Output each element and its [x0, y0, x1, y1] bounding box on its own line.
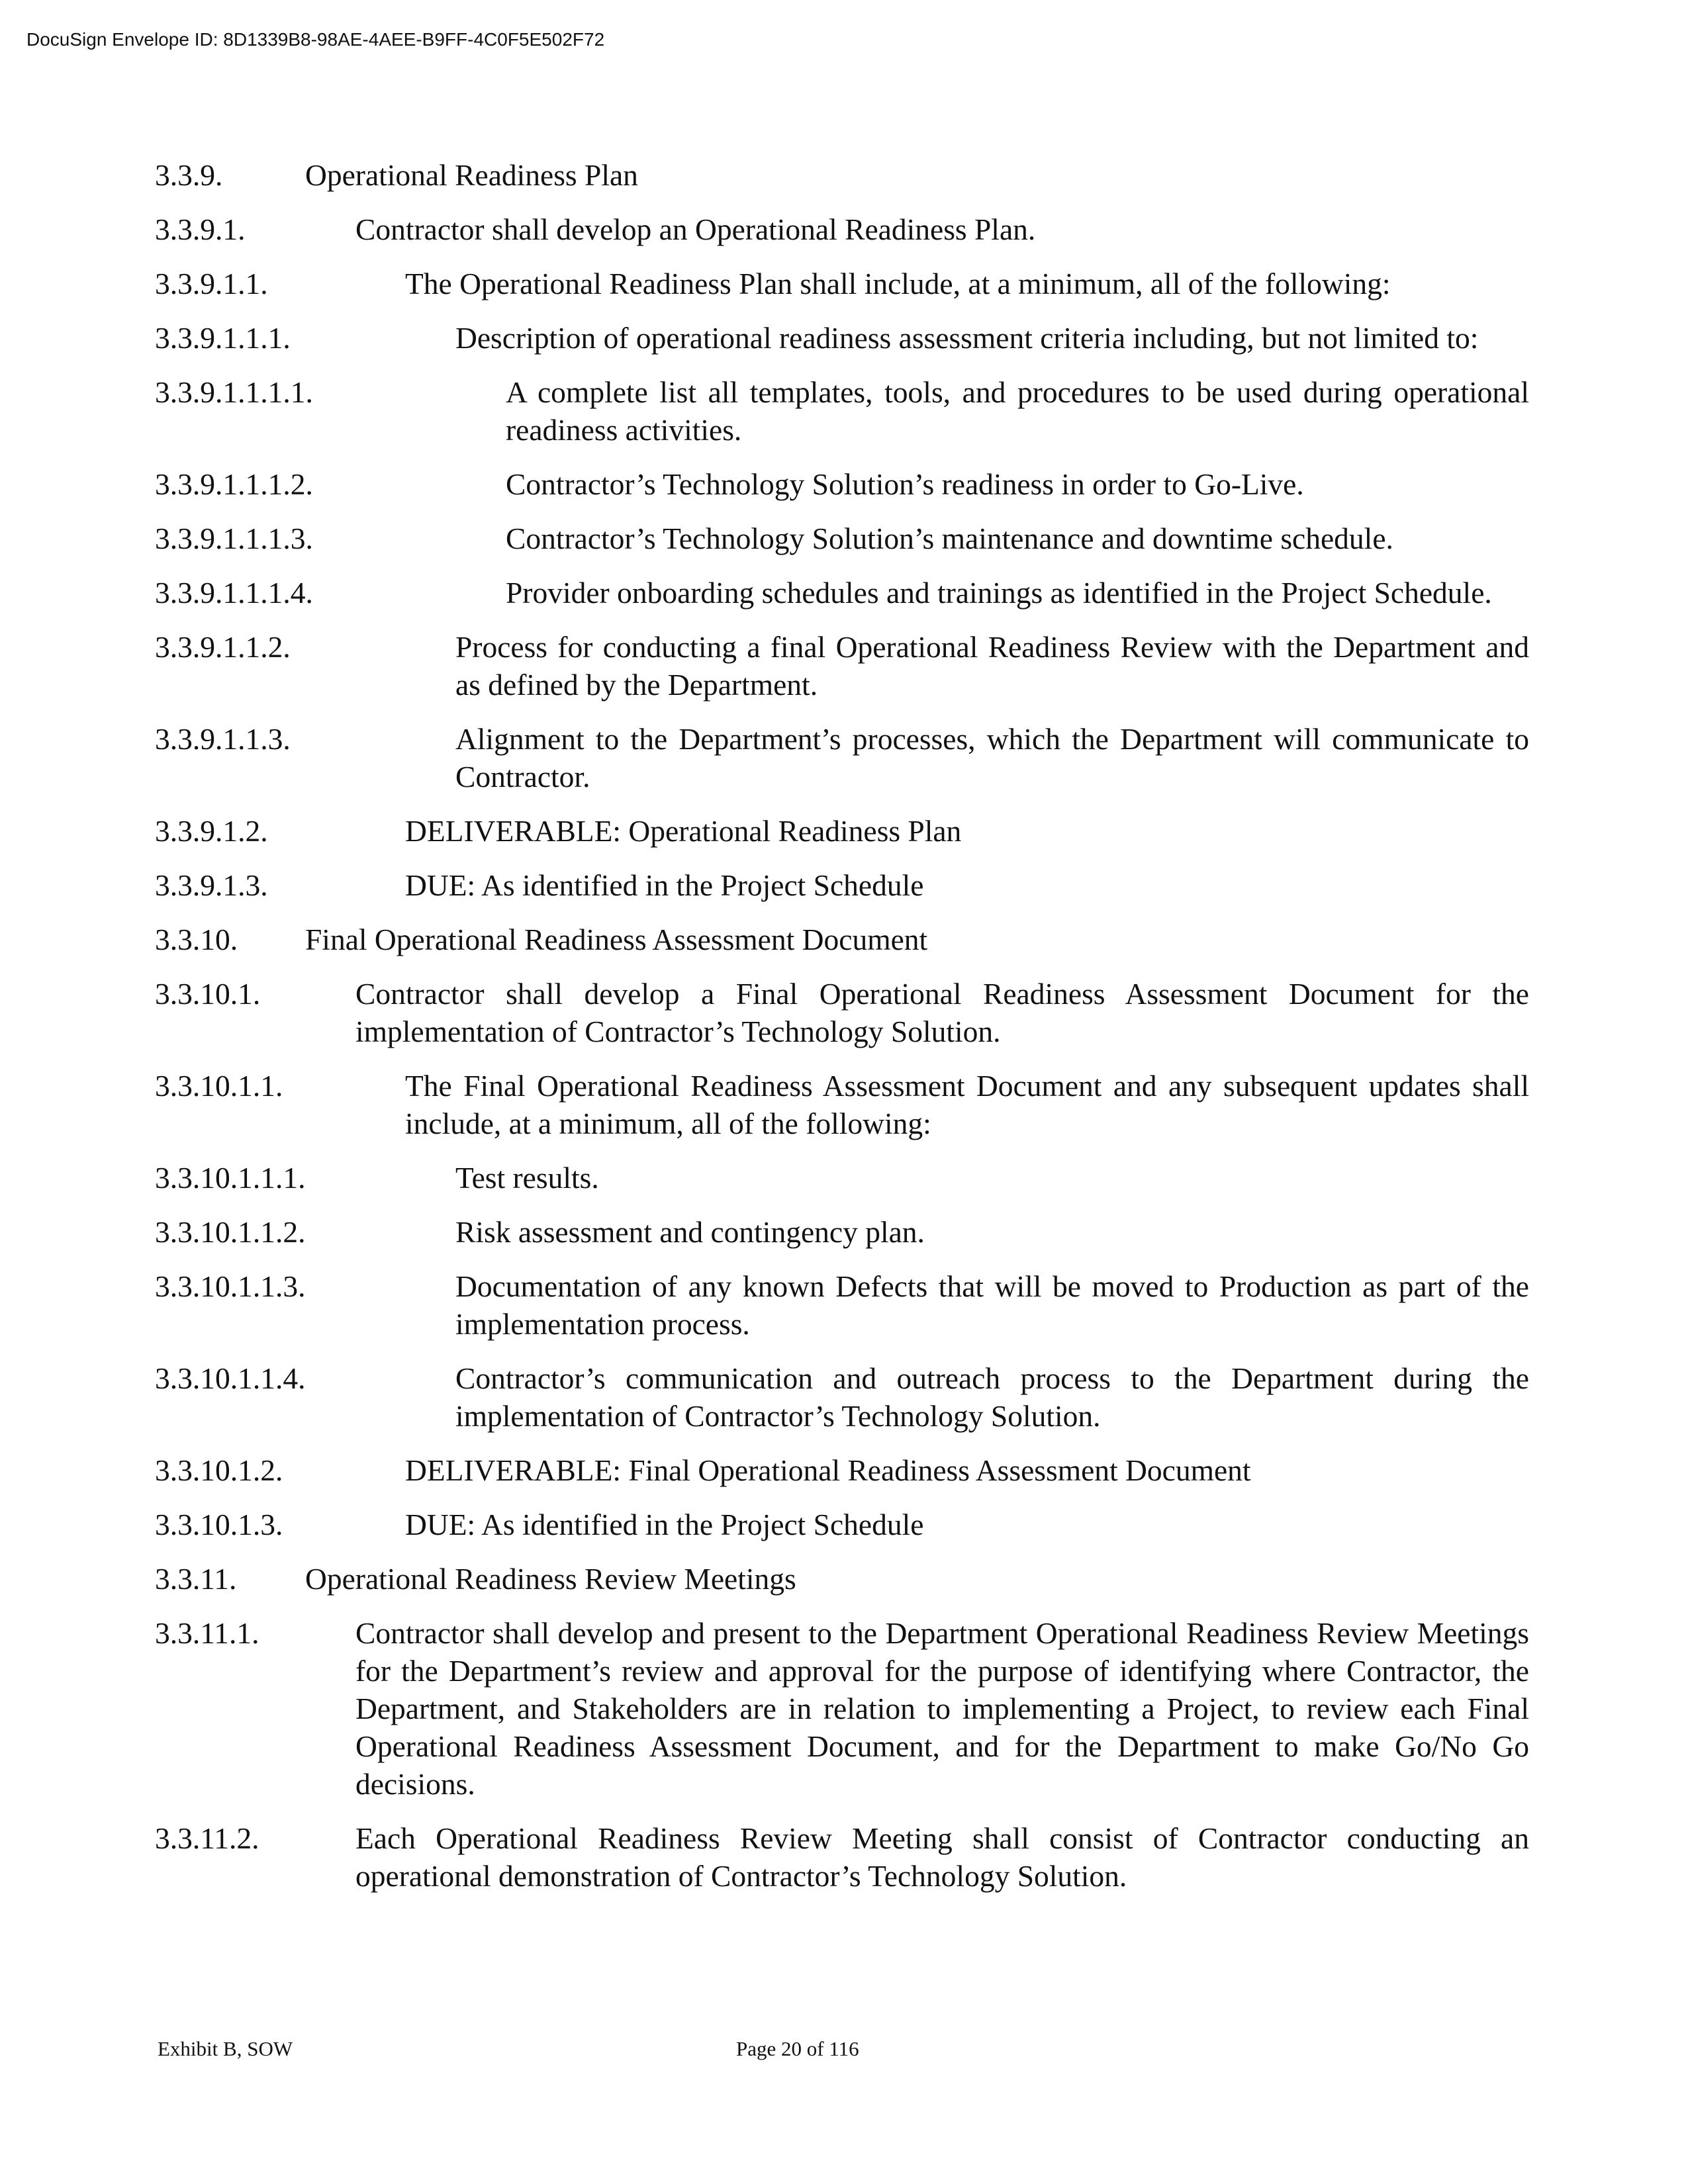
requirement-item [155, 373, 1529, 449]
requirement-number: 3.3.10.1.1.4. [155, 1361, 306, 1395]
requirement-item [155, 975, 1529, 1050]
requirement-number: 3.3.9.1.2. [155, 814, 268, 848]
requirement-number: 3.3.9.1.1.2. [155, 630, 291, 664]
requirement-number: 3.3.10.1.2. [155, 1453, 283, 1487]
requirement-text: A complete list all templates, tools, and procedures to be used during operational readiness activities. [506, 375, 1529, 447]
requirement-number: 3.3.9.1.1.1. [155, 321, 291, 355]
requirement-text: The Final Operational Readiness Assessment Document and any subsequent updates shall include, at a minimum, all of the following: [405, 1069, 1529, 1140]
section-heading [155, 921, 1529, 958]
deliverable-item [155, 812, 1529, 850]
requirement-item [155, 1267, 1529, 1343]
section-number: 3.3.11. [155, 1562, 237, 1596]
section-number: 3.3.9. [155, 158, 223, 192]
requirement-number: 3.3.10.1. [155, 977, 261, 1011]
requirement-item [155, 520, 1529, 557]
requirement-item [155, 1819, 1529, 1895]
requirement-number: 3.3.9.1.1.1.4. [155, 576, 313, 610]
requirement-number: 3.3.10.1.1. [155, 1069, 283, 1103]
requirement-item [155, 1359, 1529, 1435]
section-title: Operational Readiness Review Meetings [305, 1562, 796, 1596]
requirement-text: Risk assessment and contingency plan. [455, 1215, 925, 1249]
due-item [155, 866, 1529, 904]
requirement-text: Test results. [455, 1161, 599, 1195]
requirement-number: 3.3.9.1. [155, 212, 246, 246]
requirement-text: Contractor shall develop and present to the Department Operational Readiness Review Meetings for the Department’s review and approval for the purpose of identifying where Contractor, the Department, and Stakeholders are in relation to implementing a Project, to review each Final Operational Readiness Assessment Document, and for the Department to make Go/No Go decisions. [355, 1616, 1529, 1801]
section-heading [155, 1560, 1529, 1598]
requirement-number: 3.3.10.1.3. [155, 1508, 283, 1541]
requirement-text: Alignment to the Department’s processes, which the Department will communicate to Contractor. [455, 722, 1529, 794]
requirement-number: 3.3.9.1.1.1.1. [155, 375, 313, 409]
requirement-number: 3.3.11.1. [155, 1616, 259, 1650]
requirement-number: 3.3.10.1.1.2. [155, 1215, 306, 1249]
requirement-item [155, 720, 1529, 796]
requirement-item [155, 1614, 1529, 1803]
section-heading [155, 156, 1529, 194]
sow-section-body [155, 156, 1529, 1911]
due-text: DUE: As identified in the Project Schedule [405, 1508, 924, 1541]
requirement-item [155, 1067, 1529, 1142]
deliverable-text: DELIVERABLE: Final Operational Readiness Assessment Document [405, 1453, 1251, 1487]
due-text: DUE: As identified in the Project Schedule [405, 868, 924, 902]
requirement-text: Documentation of any known Defects that will be moved to Production as part of the implementation process. [455, 1269, 1529, 1341]
footer-document-label: Exhibit B, SOW [158, 2037, 293, 2060]
section-number: 3.3.10. [155, 923, 238, 956]
requirement-number: 3.3.9.1.3. [155, 868, 268, 902]
requirement-item [155, 1213, 1529, 1251]
envelope-id-header: DocuSign Envelope ID: 8D1339B8-98AE-4AEE-B9FF-4C0F5E502F72 [26, 29, 605, 50]
requirement-text: Contractor’s Technology Solution’s readiness in order to Go-Live. [506, 467, 1304, 501]
requirement-item [155, 1159, 1529, 1197]
requirement-item [155, 265, 1529, 302]
section-title: Final Operational Readiness Assessment Document [305, 923, 928, 956]
requirement-number: 3.3.10.1.1.3. [155, 1269, 306, 1303]
requirement-text: Process for conducting a final Operational Readiness Review with the Department and as defined by the Department. [455, 630, 1529, 702]
requirement-number: 3.3.9.1.1.1.2. [155, 467, 313, 501]
requirement-item [155, 574, 1529, 612]
requirement-number: 3.3.10.1.1.1. [155, 1161, 306, 1195]
requirement-number: 3.3.9.1.1.1.3. [155, 522, 313, 555]
requirement-number: 3.3.9.1.1. [155, 267, 268, 300]
requirement-number: 3.3.11.2. [155, 1821, 259, 1855]
requirement-text: Contractor shall develop an Operational Readiness Plan. [355, 212, 1036, 246]
requirement-number: 3.3.9.1.1.3. [155, 722, 291, 756]
deliverable-text: DELIVERABLE: Operational Readiness Plan [405, 814, 962, 848]
requirement-text: Each Operational Readiness Review Meeting shall consist of Contractor conducting an operational demonstration of Contractor’s Technology Solution. [355, 1821, 1529, 1893]
requirement-text: Contractor’s Technology Solution’s maintenance and downtime schedule. [506, 522, 1393, 555]
requirement-text: Contractor’s communication and outreach process to the Department during the implementation of Contractor’s Technology Solution. [455, 1361, 1529, 1433]
footer-page-number: Page 20 of 116 [736, 2037, 859, 2060]
requirement-item [155, 210, 1529, 248]
requirement-text: Provider onboarding schedules and trainings as identified in the Project Schedule. [506, 576, 1492, 610]
requirement-item [155, 319, 1529, 357]
deliverable-item [155, 1451, 1529, 1489]
requirement-text: The Operational Readiness Plan shall include, at a minimum, all of the following: [405, 267, 1391, 300]
requirement-item [155, 465, 1529, 503]
requirement-item [155, 628, 1529, 704]
requirement-text: Description of operational readiness assessment criteria including, but not limited to: [455, 321, 1479, 355]
due-item [155, 1506, 1529, 1543]
requirement-text: Contractor shall develop a Final Operational Readiness Assessment Document for the implementation of Contractor’s Technology Solution. [355, 977, 1529, 1048]
section-title: Operational Readiness Plan [305, 158, 638, 192]
